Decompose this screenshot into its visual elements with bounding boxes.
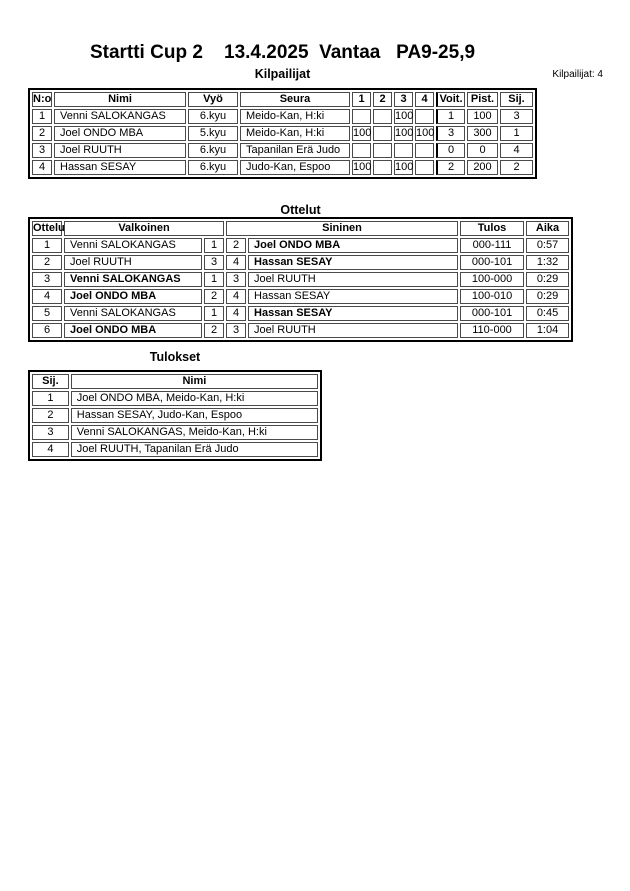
table-row (32, 272, 569, 287)
cell-round-1 (352, 143, 371, 158)
cell-wins: 1 (436, 109, 465, 124)
cell-white-number: 3 (204, 255, 224, 270)
col-belt: Vyö (188, 92, 238, 107)
cell-white-number: 1 (204, 306, 224, 321)
table-row (32, 442, 318, 457)
cell-place: 3 (500, 109, 533, 124)
cell-points: 200 (467, 160, 498, 175)
cell-time: 1:32 (526, 255, 569, 270)
cell-white-name: Venni SALOKANGAS (64, 238, 202, 253)
cell-match-number: 5 (32, 306, 62, 321)
cell-blue-name: Joel ONDO MBA (248, 238, 458, 253)
cell-round-1 (352, 109, 371, 124)
table-row (32, 306, 569, 321)
competitors-heading: Kilpailijat (254, 67, 311, 81)
col-name: Nimi (71, 374, 318, 389)
cell-name: Joel RUUTH, Tapanilan Erä Judo (71, 442, 318, 457)
cell-points: 0 (467, 143, 498, 158)
cell-white-number: 2 (204, 323, 224, 338)
cell-match-number: 4 (32, 289, 62, 304)
cell-round-1: 100 (353, 127, 372, 139)
col-points: Pist. (467, 92, 498, 107)
cell-result: 000-101 (460, 306, 524, 321)
matches-heading: Ottelut (280, 203, 321, 217)
cell-belt: 6.kyu (188, 109, 238, 124)
col-place: Sij. (32, 374, 69, 389)
table-row (32, 408, 318, 423)
cell-place: 4 (500, 143, 533, 158)
cell-blue-name: Joel RUUTH (248, 272, 458, 287)
cell-white-name: Venni SALOKANGAS (64, 272, 202, 287)
col-time: Aika (526, 221, 569, 236)
matches-header-row (32, 221, 569, 236)
cell-blue-number: 2 (226, 238, 246, 253)
cell-white-number: 2 (204, 289, 224, 304)
cell-number: 1 (32, 109, 52, 124)
cell-result: 000-101 (460, 255, 524, 270)
cell-blue-name: Hassan SESAY (248, 289, 458, 304)
cell-points: 100 (467, 109, 498, 124)
cell-name: Joel ONDO MBA (54, 126, 186, 141)
col-round-1: 1 (352, 92, 371, 107)
cell-name: Venni SALOKANGAS (54, 109, 186, 124)
cell-round-3: 100 (395, 127, 414, 139)
table-row (32, 238, 569, 253)
table-row (32, 126, 533, 141)
table-row (32, 323, 569, 338)
cell-blue-name: Joel RUUTH (248, 323, 458, 338)
results-heading: Tulokset (149, 350, 201, 364)
table-row (32, 425, 318, 440)
cell-name: Hassan SESAY, Judo-Kan, Espoo (71, 408, 318, 423)
cell-round-2 (373, 143, 392, 158)
cell-place: 2 (500, 160, 533, 175)
matches-table (28, 217, 573, 342)
cell-club: Meido-Kan, H:ki (240, 126, 350, 141)
cell-blue-name: Hassan SESAY (248, 255, 458, 270)
cell-result: 000-111 (460, 238, 524, 253)
cell-round-3 (394, 143, 413, 158)
competitor-count: Kilpailijat: 4 (552, 69, 603, 80)
col-round-4: 4 (415, 92, 434, 107)
cell-match-number: 6 (32, 323, 62, 338)
cell-name: Joel RUUTH (54, 143, 186, 158)
cell-white-number: 1 (204, 272, 224, 287)
cell-round-2 (373, 126, 392, 141)
cell-white-name: Joel RUUTH (64, 255, 202, 270)
cell-place: 1 (32, 391, 69, 406)
cell-time: 0:45 (526, 306, 569, 321)
cell-round-4 (415, 109, 434, 124)
cell-blue-number: 4 (226, 255, 246, 270)
cell-place: 2 (32, 408, 69, 423)
cell-wins: 0 (436, 143, 465, 158)
cell-belt: 6.kyu (188, 143, 238, 158)
table-row (32, 289, 569, 304)
cell-match-number: 1 (32, 238, 62, 253)
cell-blue-number: 4 (226, 289, 246, 304)
cell-round-2 (373, 160, 392, 175)
table-row (32, 160, 533, 175)
cell-blue-name: Hassan SESAY (248, 306, 458, 321)
cell-round-3: 100 (395, 161, 414, 173)
cell-wins: 3 (436, 126, 465, 141)
cell-time: 1:04 (526, 323, 569, 338)
cell-round-2 (373, 109, 392, 124)
cell-belt: 6.kyu (188, 160, 238, 175)
cell-match-number: 2 (32, 255, 62, 270)
col-round-2: 2 (373, 92, 392, 107)
cell-time: 0:29 (526, 272, 569, 287)
col-name: Nimi (54, 92, 186, 107)
cell-result: 100-010 (460, 289, 524, 304)
competitors-table (28, 88, 537, 179)
cell-blue-number: 3 (226, 272, 246, 287)
cell-points: 300 (467, 126, 498, 141)
cell-number: 2 (32, 126, 52, 141)
cell-round-3: 100 (395, 110, 414, 122)
cell-number: 3 (32, 143, 52, 158)
cell-place: 1 (500, 126, 533, 141)
cell-round-4 (415, 143, 434, 158)
cell-time: 0:57 (526, 238, 569, 253)
cell-white-name: Joel ONDO MBA (64, 323, 202, 338)
competitors-header-row (32, 92, 533, 107)
cell-club: Meido-Kan, H:ki (240, 109, 350, 124)
table-row (32, 109, 533, 124)
cell-club: Judo-Kan, Espoo (240, 160, 350, 175)
cell-match-number: 3 (32, 272, 62, 287)
cell-belt: 5.kyu (188, 126, 238, 141)
cell-name: Joel ONDO MBA, Meido-Kan, H:ki (71, 391, 318, 406)
cell-round-1: 100 (353, 161, 372, 173)
cell-club: Tapanilan Erä Judo (240, 143, 350, 158)
cell-blue-number: 4 (226, 306, 246, 321)
col-wins: Voit. (436, 92, 465, 107)
cell-blue-number: 3 (226, 323, 246, 338)
table-row (32, 391, 318, 406)
cell-round-4: 100 (416, 127, 435, 139)
col-blue: Sininen (226, 221, 458, 236)
cell-round-4 (415, 160, 434, 175)
col-number: N:o (33, 93, 52, 105)
col-club: Seura (240, 92, 350, 107)
cell-time: 0:29 (526, 289, 569, 304)
table-row (32, 143, 533, 158)
cell-name: Hassan SESAY (54, 160, 186, 175)
col-white: Valkoinen (64, 221, 224, 236)
results-table (28, 370, 322, 461)
col-match-number: Ottelu (33, 222, 65, 234)
col-result: Tulos (460, 221, 524, 236)
cell-white-name: Joel ONDO MBA (64, 289, 202, 304)
results-header-row (32, 374, 318, 389)
cell-result: 110-000 (460, 323, 524, 338)
page-title: Startti Cup 2 13.4.2025 Vantaa PA9-25,9 (89, 42, 476, 63)
cell-wins: 2 (436, 160, 465, 175)
cell-name: Venni SALOKANGAS, Meido-Kan, H:ki (71, 425, 318, 440)
table-row (32, 255, 569, 270)
col-place: Sij. (500, 92, 533, 107)
col-round-3: 3 (394, 92, 413, 107)
cell-place: 3 (32, 425, 69, 440)
cell-white-number: 1 (204, 238, 224, 253)
cell-white-name: Venni SALOKANGAS (64, 306, 202, 321)
cell-place: 4 (32, 442, 69, 457)
cell-result: 100-000 (460, 272, 524, 287)
cell-number: 4 (32, 160, 52, 175)
